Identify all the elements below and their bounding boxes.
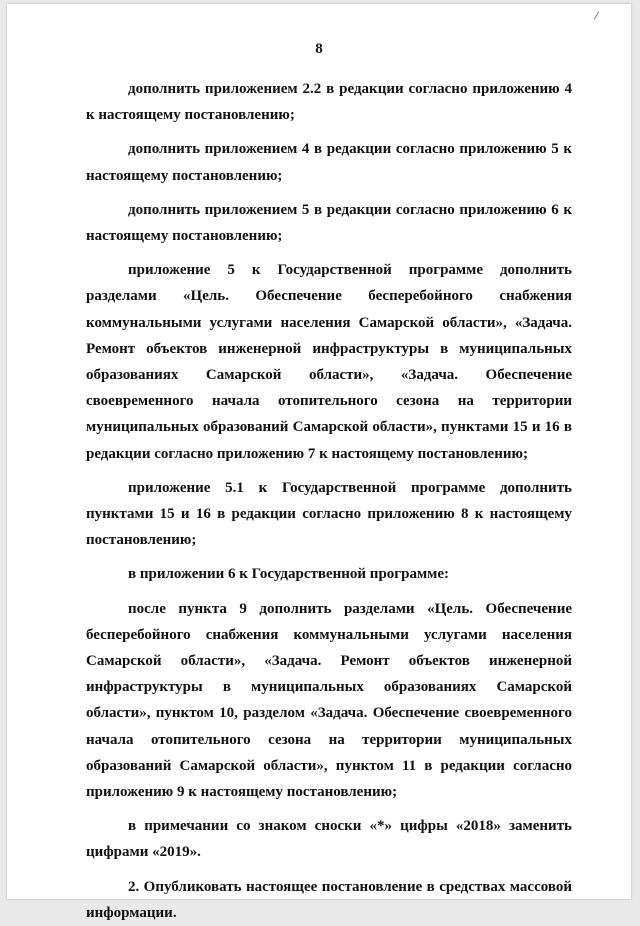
paragraph-7: после пункта 9 дополнить разделами «Цель. Обеспечение бесперебойного снабжения коммунальными услугами населения Самарской области», «Задача. Ремонт объектов инженерной инфраструктуры в муниципальных образованиях Самарской области», пунктом 10, разделом «Задача. Обеспечение своевременного начала отопительного сезона на территории муниципальных образований Самарской области», пунктом 11 в редакции согласно приложению 9 к настоящему постановлению;	[86, 600, 572, 801]
paragraph-4: приложение 5 к Государственной программе дополнить разделами «Цель. Обеспечение бесперебойного снабжения коммунальными услугами населения Самарской области», «Задача. Ремонт объектов инженерной инфраструктуры в муниципальных образованиях Самарской области», «Задача. Обеспечение своевременного начала отопительного сезона на территории муниципальных образований Самарской области», пунктами 15 и 16 в редакции согласно приложению 7 к настоящему постановлению;	[86, 262, 572, 462]
paragraph-6: в приложении 6 к Государственной программе:	[128, 566, 450, 583]
document-body	[86, 76, 572, 926]
paragraph-9: 2. Опубликовать настоящее постановление в средствах массовой информации.	[86, 878, 572, 921]
paragraph-3: дополнить приложением 5 в редакции согласно приложению 6 к настоящему постановлению;	[86, 201, 572, 245]
paragraph-8: в примечании со знаком сноски «*» цифры «2018» заменить цифрами «2019».	[86, 818, 572, 861]
paragraph-5: приложение 5.1 к Государственной программе дополнить пунктами 15 и 16 в редакции согласно приложению 8 к настоящему постановлению;	[86, 479, 572, 549]
paragraph-1: дополнить приложением 2.2 в редакции согласно приложению 4 к настоящему постановлению;	[86, 81, 572, 124]
document-page	[7, 4, 631, 921]
paragraph-2: дополнить приложением 4 в редакции согласно приложению 5 к настоящему постановлению;	[86, 141, 572, 184]
page-number: 8	[315, 41, 323, 57]
scan-mark	[594, 11, 599, 19]
